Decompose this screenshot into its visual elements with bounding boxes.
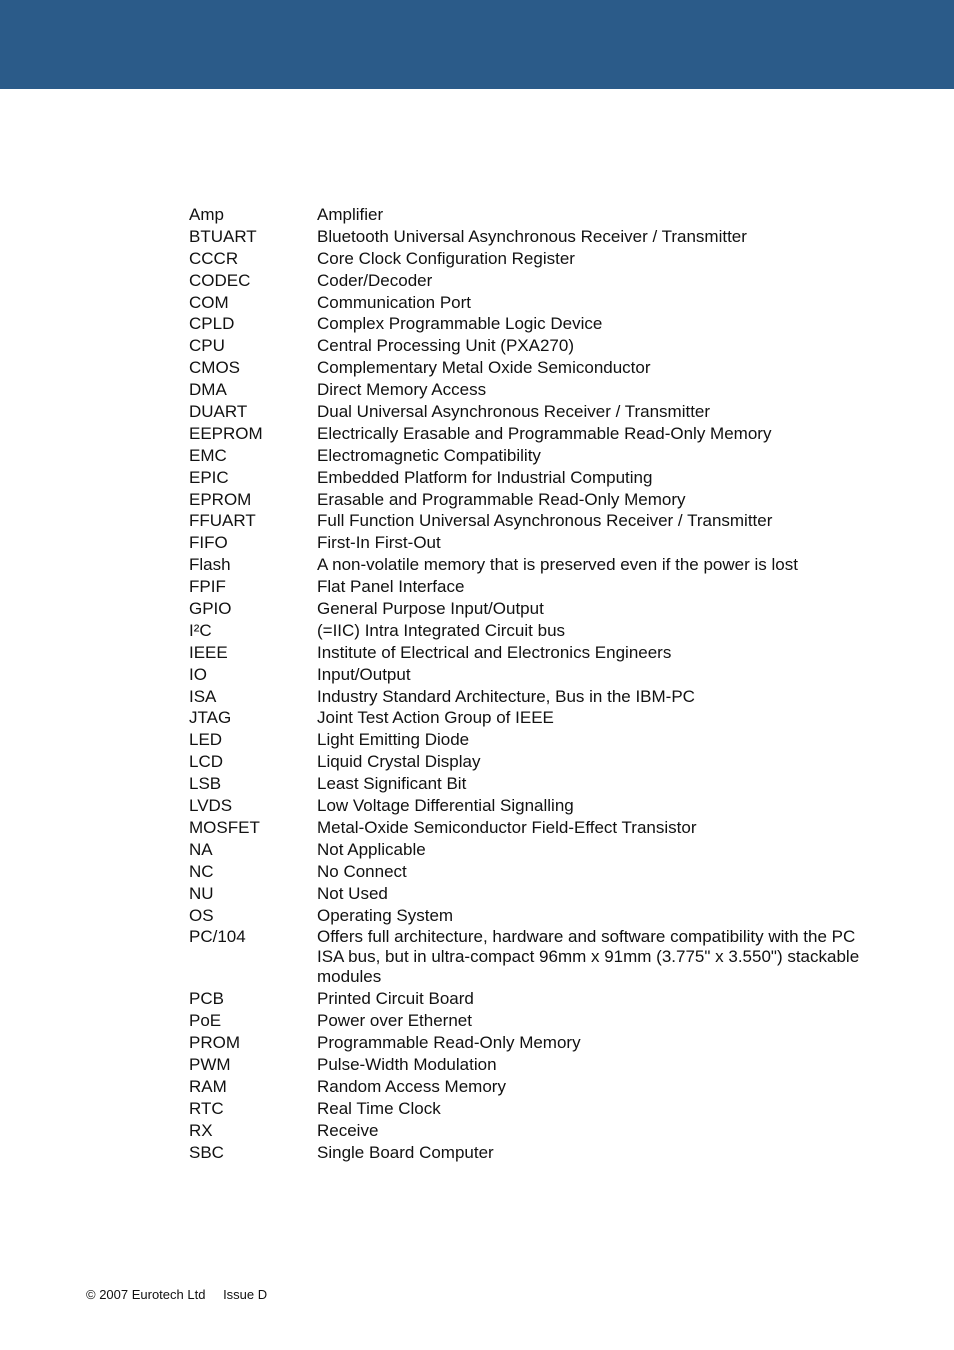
abbreviation-term: PoE [189, 1011, 222, 1031]
abbreviation-term: PWM [189, 1054, 231, 1074]
abbreviation-definition: Direct Memory Access [317, 380, 487, 400]
abbreviation-definition: Full Function Universal Asynchronous Receiver / Transmitter [317, 511, 773, 531]
abbreviation-row [189, 708, 869, 728]
abbreviation-term: NA [189, 839, 213, 859]
abbreviation-row [189, 336, 869, 356]
abbreviation-row [189, 1033, 869, 1053]
abbreviation-row [189, 227, 869, 247]
abbreviation-term: EPROM [189, 489, 252, 509]
abbreviation-term: IEEE [189, 642, 228, 662]
abbreviation-definition: Printed Circuit Board [317, 989, 474, 1009]
abbreviation-definition: Erasable and Programmable Read-Only Memory [317, 489, 686, 509]
abbreviation-definition: Core Clock Configuration Register [317, 248, 575, 268]
abbreviation-row [189, 1099, 869, 1119]
abbreviation-term: CPU [189, 336, 225, 356]
abbreviation-term: RX [189, 1120, 213, 1140]
abbreviation-row [189, 205, 869, 225]
footer-copyright: © 2007 Eurotech Ltd [86, 1287, 206, 1302]
abbreviation-row [189, 511, 869, 531]
abbreviation-definition: Bluetooth Universal Asynchronous Receiver / Transmitter [317, 226, 747, 246]
abbreviation-row [189, 490, 869, 510]
abbreviation-definition: General Purpose Input/Output [317, 599, 544, 619]
abbreviation-term: Amp [189, 205, 224, 224]
abbreviation-term: DMA [189, 380, 227, 400]
abbreviation-row [189, 468, 869, 488]
abbreviation-row [189, 621, 869, 641]
abbreviation-term: PCB [189, 989, 224, 1009]
abbreviation-definition: Liquid Crystal Display [317, 752, 481, 772]
abbreviation-term: Flash [189, 555, 231, 575]
abbreviation-definition: Joint Test Action Group of IEEE [317, 708, 554, 728]
abbreviation-definition: Receive [317, 1120, 379, 1140]
abbreviation-term: DUART [189, 402, 248, 422]
abbreviation-definition: Metal-Oxide Semiconductor Field-Effect Transistor [317, 817, 697, 837]
abbreviation-term: FPIF [189, 577, 226, 597]
abbreviation-row [189, 818, 869, 838]
abbreviation-definition: Communication Port [317, 292, 472, 312]
abbreviation-row [189, 774, 869, 794]
abbreviation-definition: Least Significant Bit [317, 774, 467, 794]
abbreviation-row [189, 271, 869, 291]
abbreviation-definition: Operating System [317, 905, 454, 925]
abbreviation-definition: Amplifier [317, 205, 384, 224]
abbreviation-row [189, 752, 869, 772]
abbreviation-term: CODEC [189, 270, 251, 290]
abbreviation-term: LSB [189, 774, 222, 794]
abbreviation-term: LED [189, 730, 223, 750]
abbreviation-definition: First-In First-Out [317, 533, 441, 553]
abbreviation-term: EMC [189, 445, 227, 465]
abbreviation-row [189, 665, 869, 685]
abbreviation-row [189, 884, 869, 904]
footer-issue: Issue D [223, 1287, 268, 1302]
abbreviation-term: RTC [189, 1098, 224, 1118]
abbreviation-row [189, 446, 869, 466]
abbreviation-definition: Flat Panel Interface [317, 577, 465, 597]
abbreviation-row [189, 1011, 869, 1031]
abbreviation-row [189, 989, 869, 1009]
abbreviation-definition: Real Time Clock [317, 1098, 441, 1118]
abbreviation-row [189, 1143, 869, 1163]
abbreviation-definition: Not Used [317, 883, 388, 903]
page-footer [86, 1287, 267, 1303]
abbreviation-term: LCD [189, 752, 224, 772]
abbreviation-definition: Electrically Erasable and Programmable Read-Only Memory [317, 423, 772, 443]
abbreviation-definition: Programmable Read-Only Memory [317, 1033, 581, 1053]
abbreviation-term: LVDS [189, 796, 233, 816]
abbreviations-table [189, 205, 869, 1164]
abbreviation-term: MOSFET [189, 817, 260, 837]
abbreviation-definition: Not Applicable [317, 839, 426, 859]
abbreviation-definition: A non-volatile memory that is preserved even if the power is lost [317, 555, 798, 575]
abbreviation-row [189, 687, 869, 707]
abbreviation-term: RAM [189, 1076, 227, 1096]
abbreviation-term: I²C [189, 620, 212, 640]
abbreviation-definition: Embedded Platform for Industrial Computing [317, 467, 653, 487]
abbreviation-term: ISA [189, 686, 217, 706]
abbreviation-row [189, 927, 869, 987]
abbreviation-definition: Dual Universal Asynchronous Receiver / Transmitter [317, 402, 711, 422]
abbreviation-row [189, 906, 869, 926]
abbreviation-definition: (=IIC) Intra Integrated Circuit bus [317, 620, 566, 640]
abbreviation-definition: Electromagnetic Compatibility [317, 445, 541, 465]
abbreviation-row [189, 599, 869, 619]
abbreviation-row [189, 577, 869, 597]
abbreviation-term: FFUART [189, 511, 256, 531]
abbreviation-row [189, 555, 869, 575]
abbreviation-row [189, 1077, 869, 1097]
abbreviation-term: EEPROM [189, 423, 263, 443]
abbreviation-definition: Single Board Computer [317, 1142, 494, 1162]
abbreviation-term: EPIC [189, 467, 229, 487]
abbreviation-definition: Low Voltage Differential Signalling [317, 796, 574, 816]
header-bar [0, 0, 954, 89]
abbreviation-row [189, 840, 869, 860]
abbreviation-row [189, 249, 869, 269]
abbreviation-term: GPIO [189, 599, 232, 619]
abbreviation-term: BTUART [189, 226, 257, 246]
abbreviation-row [189, 424, 869, 444]
abbreviation-row [189, 862, 869, 882]
abbreviation-row [189, 796, 869, 816]
abbreviation-term: CCCR [189, 248, 239, 268]
abbreviation-term: SBC [189, 1142, 224, 1162]
abbreviation-row [189, 293, 869, 313]
abbreviation-definition: Complex Programmable Logic Device [317, 314, 603, 334]
abbreviation-row [189, 643, 869, 663]
abbreviation-definition: Complementary Metal Oxide Semiconductor [317, 358, 651, 378]
abbreviation-term: COM [189, 292, 229, 312]
abbreviation-row [189, 1055, 869, 1075]
abbreviation-row [189, 358, 869, 378]
abbreviation-definition: Power over Ethernet [317, 1011, 472, 1031]
abbreviation-row [189, 1121, 869, 1141]
abbreviation-term: JTAG [189, 708, 232, 728]
abbreviation-definition: Central Processing Unit (PXA270) [317, 336, 575, 356]
abbreviation-definition: Light Emitting Diode [317, 730, 470, 750]
abbreviation-definition: Offers full architecture, hardware and software compatibility with the PC ISA bus, but in ultra-compact 96mm x 91mm (3.775" x 3.550") stackable modules [317, 927, 860, 987]
abbreviation-row [189, 380, 869, 400]
abbreviation-row [189, 314, 869, 334]
abbreviation-row [189, 730, 869, 750]
abbreviation-term: IO [189, 664, 207, 684]
abbreviation-term: NU [189, 883, 214, 903]
abbreviation-row [189, 533, 869, 553]
abbreviation-term: PC/104 [189, 927, 246, 947]
abbreviation-definition: Random Access Memory [317, 1076, 506, 1096]
abbreviation-term: CMOS [189, 358, 240, 378]
abbreviation-term: PROM [189, 1033, 240, 1053]
abbreviation-definition: Institute of Electrical and Electronics Engineers [317, 642, 672, 662]
abbreviation-definition: Industry Standard Architecture, Bus in the IBM-PC [317, 686, 695, 706]
abbreviation-row [189, 402, 869, 422]
abbreviation-definition: Coder/Decoder [317, 270, 433, 290]
abbreviation-term: FIFO [189, 533, 228, 553]
abbreviation-term: NC [189, 861, 214, 881]
abbreviation-definition: Pulse-Width Modulation [317, 1054, 497, 1074]
abbreviation-term: OS [189, 905, 214, 925]
abbreviation-term: CPLD [189, 314, 235, 334]
abbreviation-definition: No Connect [317, 861, 407, 881]
abbreviation-definition: Input/Output [317, 664, 411, 684]
